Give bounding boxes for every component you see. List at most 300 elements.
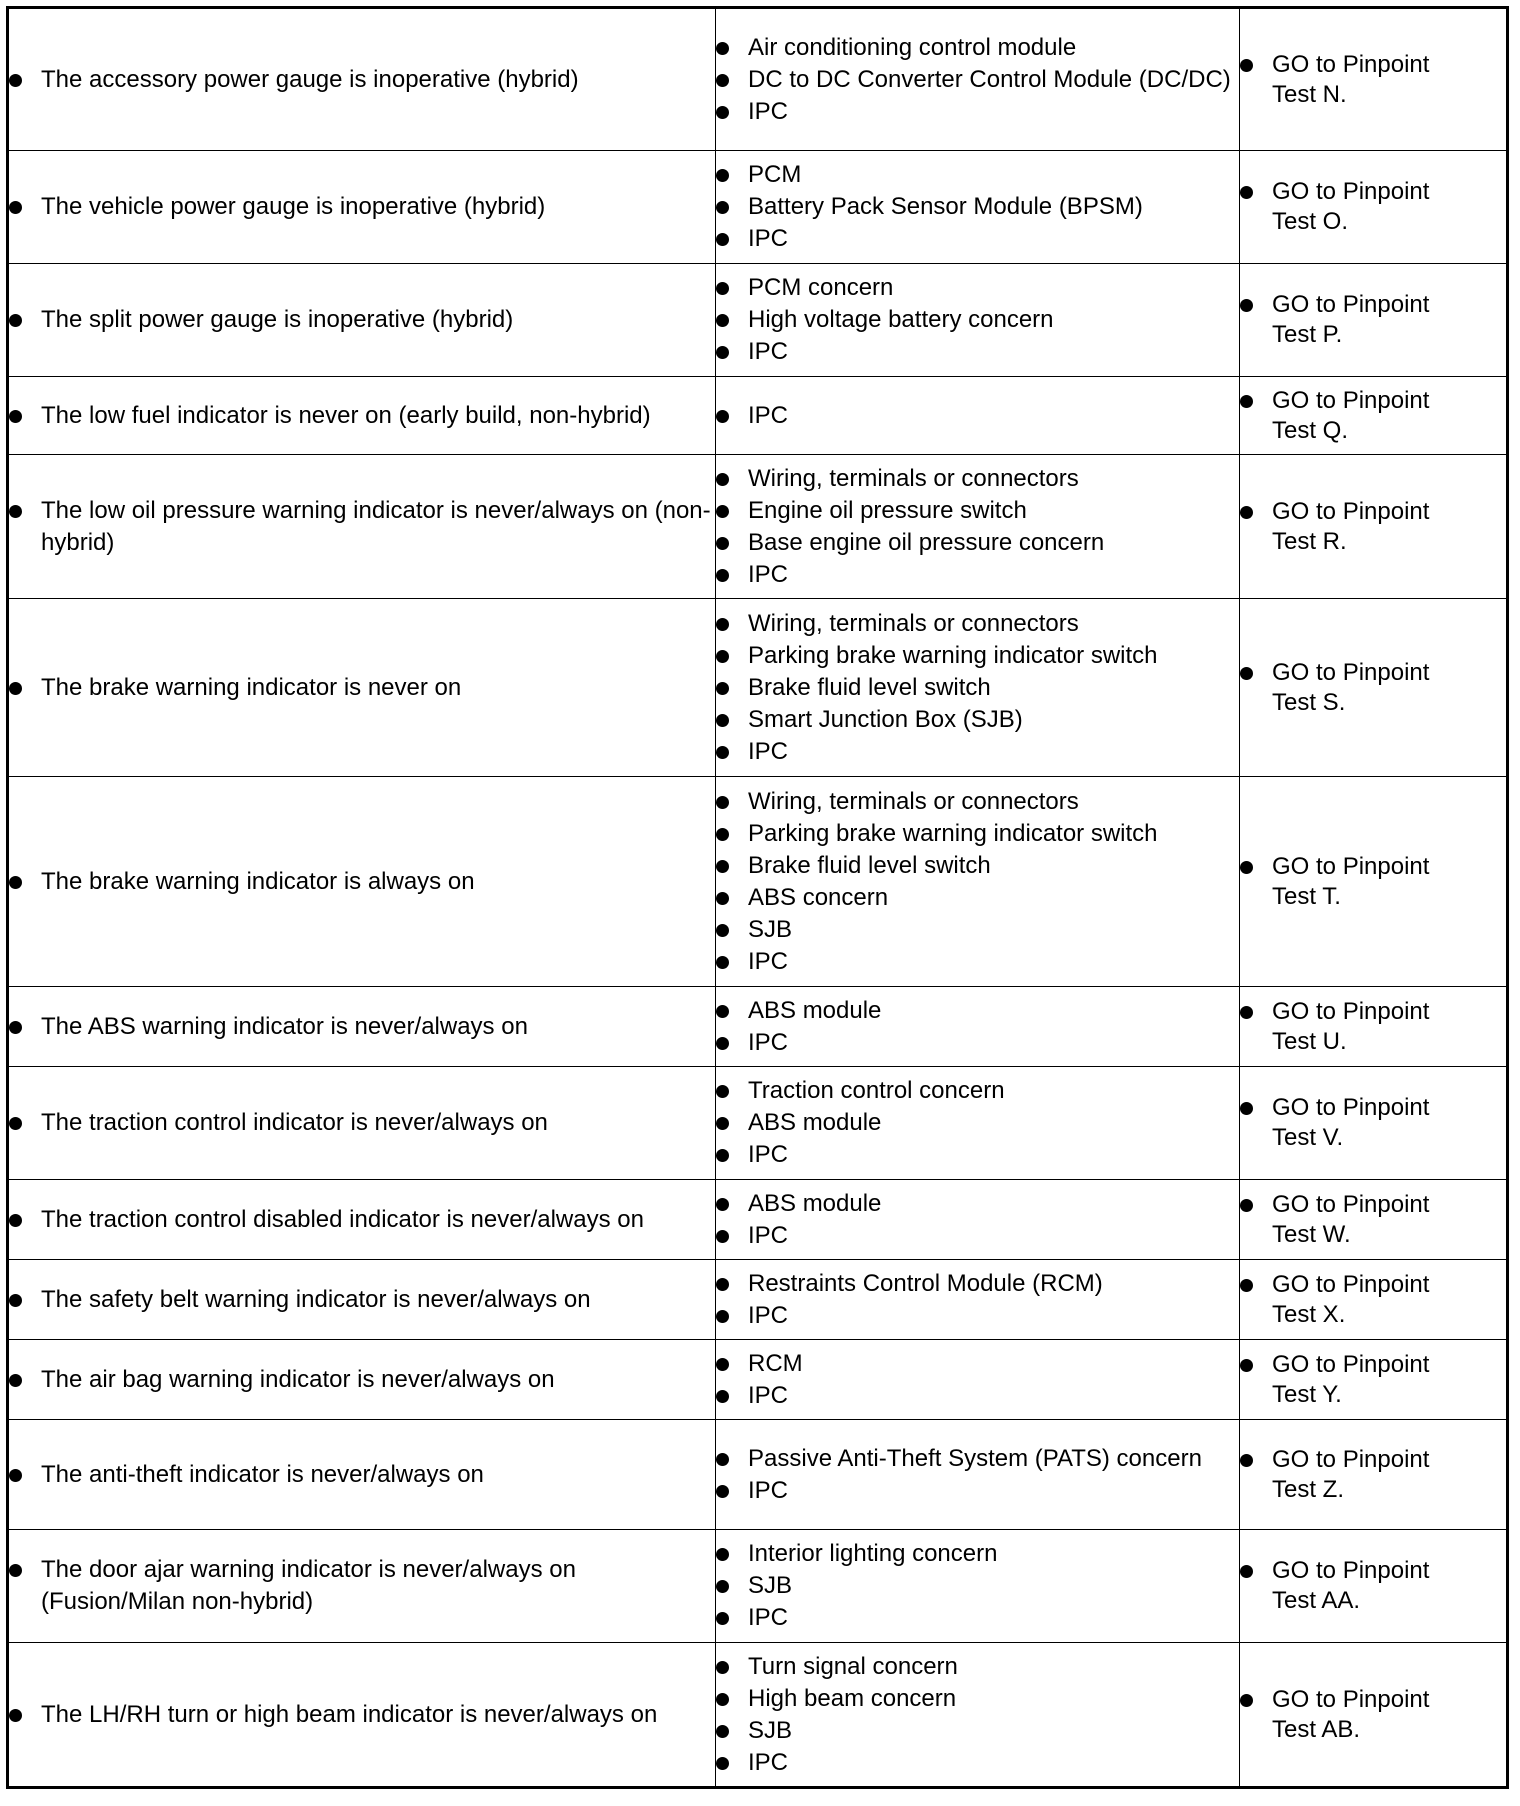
bullet-icon bbox=[9, 74, 22, 87]
action-test-ref: Test X. bbox=[1272, 1300, 1346, 1328]
possible-sources-cell bbox=[716, 987, 1240, 1067]
symptom-text: The air bag warning indicator is never/always on bbox=[41, 1365, 555, 1393]
symptom-item bbox=[9, 400, 715, 432]
list-item bbox=[716, 995, 1239, 1027]
action-text: GO to Pinpoint bbox=[1272, 291, 1430, 318]
bullet-icon bbox=[9, 1709, 22, 1722]
source-text: IPC bbox=[748, 1748, 789, 1776]
possible-sources-cell bbox=[716, 1180, 1240, 1260]
source-text: ABS module bbox=[748, 1109, 882, 1136]
list-item bbox=[716, 527, 1239, 559]
bullet-icon bbox=[9, 682, 22, 695]
bullet-icon bbox=[9, 1117, 22, 1130]
list-item bbox=[716, 736, 1239, 768]
action-item bbox=[1240, 997, 1506, 1057]
bullet-icon bbox=[716, 892, 729, 905]
list-item bbox=[716, 191, 1239, 223]
action-cell bbox=[1240, 777, 1508, 987]
possible-sources-list bbox=[716, 32, 1239, 128]
bullet-icon bbox=[1240, 1454, 1253, 1467]
bullet-icon bbox=[716, 169, 729, 182]
action-cell bbox=[1240, 1260, 1508, 1340]
action-item bbox=[1240, 1350, 1506, 1410]
symptom-text: The low oil pressure warning indicator is never/always on (non-hybrid) bbox=[41, 496, 711, 556]
bullet-icon bbox=[9, 1374, 22, 1387]
list-item bbox=[716, 1348, 1239, 1380]
bullet-icon bbox=[716, 1693, 729, 1706]
bullet-icon bbox=[1240, 506, 1253, 519]
source-text: Interior lighting concern bbox=[748, 1540, 998, 1567]
table-row bbox=[8, 1067, 1508, 1180]
possible-sources-list bbox=[716, 1651, 1239, 1779]
symptom-cell bbox=[8, 1643, 716, 1788]
list-item bbox=[716, 1300, 1239, 1332]
list-item bbox=[716, 946, 1239, 978]
list-item bbox=[716, 1475, 1239, 1507]
bullet-icon bbox=[1240, 1565, 1253, 1578]
action-item bbox=[1240, 50, 1506, 110]
possible-sources-cell bbox=[716, 8, 1240, 151]
list-item bbox=[716, 1715, 1239, 1747]
list-item bbox=[716, 704, 1239, 736]
action-text: GO to Pinpoint bbox=[1272, 497, 1430, 525]
bullet-icon bbox=[716, 1580, 729, 1593]
symptom-cell bbox=[8, 1067, 716, 1180]
possible-sources-list bbox=[716, 786, 1239, 978]
action-cell bbox=[1240, 1180, 1508, 1260]
source-text: Air conditioning control module bbox=[748, 33, 1077, 61]
bullet-icon bbox=[9, 1469, 22, 1482]
list-item bbox=[716, 304, 1239, 336]
bullet-icon bbox=[1240, 1199, 1253, 1212]
action-text: GO to Pinpoint bbox=[1272, 1557, 1430, 1584]
action-cell bbox=[1240, 1340, 1508, 1420]
action-text: GO to Pinpoint bbox=[1272, 1685, 1430, 1713]
symptom-cell bbox=[8, 1420, 716, 1530]
list-item bbox=[716, 159, 1239, 191]
action-test-ref: Test Y. bbox=[1272, 1380, 1342, 1408]
bullet-icon bbox=[9, 1021, 22, 1034]
symptom-text: The brake warning indicator is never on bbox=[41, 673, 462, 701]
symptom-text: The door ajar warning indicator is never/always on (Fusion/Milan non-hybrid) bbox=[41, 1556, 576, 1615]
symptom-cell bbox=[8, 1180, 716, 1260]
source-text: Brake fluid level switch bbox=[748, 673, 991, 701]
list-item bbox=[716, 1220, 1239, 1252]
bullet-icon bbox=[9, 314, 22, 327]
source-text: PCM concern bbox=[748, 274, 894, 301]
bullet-icon bbox=[716, 201, 729, 214]
list-item bbox=[716, 1683, 1239, 1715]
bullet-icon bbox=[716, 410, 729, 423]
bullet-icon bbox=[716, 618, 729, 631]
list-item bbox=[716, 400, 1239, 432]
bullet-icon bbox=[716, 1453, 729, 1466]
bullet-icon bbox=[9, 201, 22, 214]
symptom-item bbox=[9, 672, 715, 704]
possible-sources-list bbox=[716, 272, 1239, 368]
list-item bbox=[716, 1139, 1239, 1171]
bullet-icon bbox=[716, 1085, 729, 1098]
bullet-icon bbox=[716, 1310, 729, 1323]
source-text: Smart Junction Box (SJB) bbox=[748, 705, 1023, 733]
list-item bbox=[716, 1602, 1239, 1634]
symptom-cell bbox=[8, 8, 716, 151]
action-text: GO to Pinpoint bbox=[1272, 1445, 1430, 1473]
symptom-cell bbox=[8, 1340, 716, 1420]
action-item bbox=[1240, 1445, 1506, 1505]
possible-sources-list bbox=[716, 400, 1239, 432]
source-text: SJB bbox=[748, 1716, 793, 1744]
source-text: IPC bbox=[748, 1381, 789, 1409]
symptom-cell bbox=[8, 987, 716, 1067]
possible-sources-cell bbox=[716, 777, 1240, 987]
action-test-ref: Test Q. bbox=[1272, 416, 1349, 444]
source-text: Passive Anti-Theft System (PATS) concern bbox=[748, 1444, 1202, 1472]
action-text: GO to Pinpoint bbox=[1272, 386, 1430, 414]
action-text: GO to Pinpoint bbox=[1272, 50, 1430, 78]
table-row bbox=[8, 1340, 1508, 1420]
list-item bbox=[716, 1380, 1239, 1412]
bullet-icon bbox=[1240, 1279, 1253, 1292]
bullet-icon bbox=[716, 650, 729, 663]
action-test-ref: Test O. bbox=[1272, 208, 1349, 235]
possible-sources-list bbox=[716, 1443, 1239, 1507]
source-text: High voltage battery concern bbox=[748, 306, 1054, 333]
symptom-cell bbox=[8, 1530, 716, 1643]
action-text: GO to Pinpoint bbox=[1272, 852, 1430, 880]
bullet-icon bbox=[1240, 299, 1253, 312]
table-row bbox=[8, 1260, 1508, 1340]
symptom-text: The accessory power gauge is inoperative (hybrid) bbox=[41, 65, 579, 93]
action-test-ref: Test Z. bbox=[1272, 1475, 1345, 1503]
bullet-icon bbox=[716, 282, 729, 295]
bullet-icon bbox=[716, 828, 729, 841]
bullet-icon bbox=[1240, 1102, 1253, 1115]
list-item bbox=[716, 672, 1239, 704]
action-text: GO to Pinpoint bbox=[1272, 997, 1430, 1025]
possible-sources-cell bbox=[716, 151, 1240, 264]
list-item bbox=[716, 608, 1239, 640]
symptom-item bbox=[9, 1554, 715, 1618]
symptom-item bbox=[9, 1107, 715, 1139]
source-text: Turn signal concern bbox=[748, 1652, 958, 1680]
action-cell bbox=[1240, 1530, 1508, 1643]
list-item bbox=[716, 640, 1239, 672]
source-text: Base engine oil pressure concern bbox=[748, 528, 1105, 556]
action-cell bbox=[1240, 599, 1508, 777]
possible-sources-cell bbox=[716, 264, 1240, 377]
source-text: IPC bbox=[748, 1604, 789, 1631]
bullet-icon bbox=[716, 1612, 729, 1625]
action-cell bbox=[1240, 151, 1508, 264]
source-text: Engine oil pressure switch bbox=[748, 496, 1027, 524]
list-item bbox=[716, 96, 1239, 128]
symptom-item bbox=[9, 866, 715, 898]
source-text: ABS module bbox=[748, 996, 882, 1024]
list-item bbox=[716, 223, 1239, 255]
possible-sources-cell bbox=[716, 1260, 1240, 1340]
table-row bbox=[8, 777, 1508, 987]
list-item bbox=[716, 1651, 1239, 1683]
table-row bbox=[8, 1420, 1508, 1530]
bullet-icon bbox=[716, 569, 729, 582]
symptom-cell bbox=[8, 151, 716, 264]
list-item bbox=[716, 1027, 1239, 1059]
symptom-text: The vehicle power gauge is inoperative (hybrid) bbox=[41, 193, 546, 220]
symptom-cell bbox=[8, 377, 716, 455]
possible-sources-list bbox=[716, 1188, 1239, 1252]
source-text: IPC bbox=[748, 737, 789, 765]
action-test-ref: Test P. bbox=[1272, 321, 1343, 348]
source-text: DC to DC Converter Control Module (DC/DC) bbox=[748, 65, 1231, 93]
symptom-chart-table bbox=[6, 6, 1509, 1789]
list-item bbox=[716, 1268, 1239, 1300]
list-item bbox=[716, 1188, 1239, 1220]
bullet-icon bbox=[716, 956, 729, 969]
source-text: SJB bbox=[748, 915, 793, 943]
source-text: Parking brake warning indicator switch bbox=[748, 641, 1158, 669]
table-row bbox=[8, 8, 1508, 151]
bullet-icon bbox=[716, 860, 729, 873]
table-row bbox=[8, 599, 1508, 777]
list-item bbox=[716, 1443, 1239, 1475]
action-test-ref: Test R. bbox=[1272, 527, 1347, 555]
diagnostic-sheet bbox=[6, 6, 1506, 1789]
possible-sources-cell bbox=[716, 377, 1240, 455]
list-item bbox=[716, 32, 1239, 64]
list-item bbox=[716, 850, 1239, 882]
bullet-icon bbox=[716, 746, 729, 759]
bullet-icon bbox=[9, 876, 22, 889]
bullet-icon bbox=[1240, 1006, 1253, 1019]
action-test-ref: Test U. bbox=[1272, 1027, 1347, 1055]
source-text: IPC bbox=[748, 338, 789, 365]
bullet-icon bbox=[716, 924, 729, 937]
source-text: Brake fluid level switch bbox=[748, 851, 991, 879]
source-text: IPC bbox=[748, 1221, 789, 1249]
table-row bbox=[8, 1530, 1508, 1643]
bullet-icon bbox=[716, 682, 729, 695]
bullet-icon bbox=[9, 410, 22, 423]
symptom-text: The traction control indicator is never/always on bbox=[41, 1109, 548, 1136]
action-text: GO to Pinpoint bbox=[1272, 658, 1430, 686]
possible-sources-list bbox=[716, 1538, 1239, 1634]
possible-sources-list bbox=[716, 1075, 1239, 1171]
bullet-icon bbox=[1240, 186, 1253, 199]
symptom-cell bbox=[8, 1260, 716, 1340]
action-cell bbox=[1240, 264, 1508, 377]
symptom-item bbox=[9, 1284, 715, 1316]
possible-sources-list bbox=[716, 995, 1239, 1059]
bullet-icon bbox=[716, 1358, 729, 1371]
source-text: IPC bbox=[748, 1141, 789, 1168]
bullet-icon bbox=[716, 1661, 729, 1674]
bullet-icon bbox=[716, 1278, 729, 1291]
table-row bbox=[8, 455, 1508, 599]
symptom-text: The traction control disabled indicator is never/always on bbox=[41, 1205, 644, 1233]
possible-sources-cell bbox=[716, 455, 1240, 599]
bullet-icon bbox=[716, 1198, 729, 1211]
action-cell bbox=[1240, 987, 1508, 1067]
bullet-icon bbox=[716, 1757, 729, 1770]
bullet-icon bbox=[716, 314, 729, 327]
bullet-icon bbox=[9, 1564, 22, 1577]
source-text: ABS module bbox=[748, 1189, 882, 1217]
action-item bbox=[1240, 1270, 1506, 1330]
bullet-icon bbox=[716, 1117, 729, 1130]
action-text: GO to Pinpoint bbox=[1272, 1350, 1430, 1378]
action-item bbox=[1240, 290, 1506, 350]
symptom-text: The low fuel indicator is never on (early build, non-hybrid) bbox=[41, 401, 651, 429]
action-text: GO to Pinpoint bbox=[1272, 178, 1430, 205]
action-test-ref: Test S. bbox=[1272, 688, 1346, 716]
symptom-item bbox=[9, 1204, 715, 1236]
source-text: RCM bbox=[748, 1349, 803, 1377]
bullet-icon bbox=[716, 1725, 729, 1738]
symptom-text: The LH/RH turn or high beam indicator is never/always on bbox=[41, 1700, 658, 1728]
list-item bbox=[716, 559, 1239, 591]
symptom-cell bbox=[8, 777, 716, 987]
list-item bbox=[716, 64, 1239, 96]
symptom-item bbox=[9, 1459, 715, 1491]
action-cell bbox=[1240, 1420, 1508, 1530]
list-item bbox=[716, 786, 1239, 818]
action-cell bbox=[1240, 1643, 1508, 1788]
bullet-icon bbox=[716, 505, 729, 518]
action-cell bbox=[1240, 455, 1508, 599]
symptom-item bbox=[9, 1011, 715, 1043]
bullet-icon bbox=[716, 714, 729, 727]
action-text: GO to Pinpoint bbox=[1272, 1270, 1430, 1298]
action-item bbox=[1240, 497, 1506, 557]
source-text: IPC bbox=[748, 225, 789, 252]
list-item bbox=[716, 1570, 1239, 1602]
bullet-icon bbox=[716, 1230, 729, 1243]
table-row bbox=[8, 377, 1508, 455]
bullet-icon bbox=[1240, 861, 1253, 874]
bullet-icon bbox=[716, 473, 729, 486]
action-test-ref: Test N. bbox=[1272, 80, 1347, 108]
symptom-cell bbox=[8, 599, 716, 777]
action-item bbox=[1240, 658, 1506, 718]
possible-sources-list bbox=[716, 1348, 1239, 1412]
source-text: ABS concern bbox=[748, 883, 889, 911]
possible-sources-cell bbox=[716, 1530, 1240, 1643]
bullet-icon bbox=[716, 42, 729, 55]
source-text: IPC bbox=[748, 401, 789, 429]
source-text: IPC bbox=[748, 1476, 789, 1504]
symptom-cell bbox=[8, 455, 716, 599]
action-item bbox=[1240, 1556, 1506, 1616]
symptom-item bbox=[9, 191, 715, 223]
action-cell bbox=[1240, 8, 1508, 151]
bullet-icon bbox=[9, 505, 22, 518]
action-item bbox=[1240, 177, 1506, 237]
bullet-icon bbox=[1240, 1694, 1253, 1707]
list-item bbox=[716, 1747, 1239, 1779]
list-item bbox=[716, 336, 1239, 368]
source-text: IPC bbox=[748, 1028, 789, 1056]
source-text: High beam concern bbox=[748, 1684, 957, 1712]
symptom-chart-body bbox=[8, 8, 1508, 1788]
symptom-text: The split power gauge is inoperative (hybrid) bbox=[41, 306, 514, 333]
action-item bbox=[1240, 1685, 1506, 1745]
possible-sources-cell bbox=[716, 1643, 1240, 1788]
bullet-icon bbox=[716, 1005, 729, 1018]
symptom-item bbox=[9, 304, 715, 336]
source-text: IPC bbox=[748, 560, 789, 588]
list-item bbox=[716, 818, 1239, 850]
bullet-icon bbox=[1240, 59, 1253, 72]
possible-sources-list bbox=[716, 463, 1239, 591]
source-text: Battery Pack Sensor Module (BPSM) bbox=[748, 193, 1143, 220]
source-text: IPC bbox=[748, 1301, 789, 1329]
source-text: Wiring, terminals or connectors bbox=[748, 464, 1079, 492]
bullet-icon bbox=[716, 106, 729, 119]
action-test-ref: Test AB. bbox=[1272, 1715, 1361, 1743]
action-cell bbox=[1240, 377, 1508, 455]
bullet-icon bbox=[716, 233, 729, 246]
list-item bbox=[716, 272, 1239, 304]
list-item bbox=[716, 1107, 1239, 1139]
source-text: Restraints Control Module (RCM) bbox=[748, 1269, 1103, 1297]
action-cell bbox=[1240, 1067, 1508, 1180]
possible-sources-cell bbox=[716, 1420, 1240, 1530]
source-text: PCM bbox=[748, 161, 802, 188]
bullet-icon bbox=[716, 1485, 729, 1498]
source-text: Traction control concern bbox=[748, 1077, 1005, 1104]
bullet-icon bbox=[1240, 667, 1253, 680]
source-text: Parking brake warning indicator switch bbox=[748, 819, 1158, 847]
bullet-icon bbox=[716, 346, 729, 359]
symptom-text: The anti-theft indicator is never/always on bbox=[41, 1460, 484, 1488]
action-test-ref: Test AA. bbox=[1272, 1587, 1361, 1614]
action-text: GO to Pinpoint bbox=[1272, 1094, 1430, 1121]
bullet-icon bbox=[716, 1037, 729, 1050]
bullet-icon bbox=[716, 537, 729, 550]
action-test-ref: Test T. bbox=[1272, 882, 1341, 910]
symptom-item bbox=[9, 1699, 715, 1731]
table-row bbox=[8, 151, 1508, 264]
action-text: GO to Pinpoint bbox=[1272, 1190, 1430, 1218]
possible-sources-cell bbox=[716, 1340, 1240, 1420]
source-text: SJB bbox=[748, 1572, 793, 1599]
source-text: IPC bbox=[748, 97, 789, 125]
bullet-icon bbox=[9, 1294, 22, 1307]
bullet-icon bbox=[716, 1548, 729, 1561]
source-text: Wiring, terminals or connectors bbox=[748, 609, 1079, 637]
table-row bbox=[8, 264, 1508, 377]
possible-sources-list bbox=[716, 1268, 1239, 1332]
bullet-icon bbox=[716, 796, 729, 809]
possible-sources-list bbox=[716, 159, 1239, 255]
symptom-item bbox=[9, 64, 715, 96]
bullet-icon bbox=[716, 1390, 729, 1403]
symptom-text: The brake warning indicator is always on bbox=[41, 867, 475, 895]
action-item bbox=[1240, 1093, 1506, 1153]
bullet-icon bbox=[716, 74, 729, 87]
symptom-cell bbox=[8, 264, 716, 377]
possible-sources-list bbox=[716, 608, 1239, 768]
action-item bbox=[1240, 1190, 1506, 1250]
bullet-icon bbox=[9, 1214, 22, 1227]
action-test-ref: Test V. bbox=[1272, 1124, 1344, 1151]
symptom-text: The ABS warning indicator is never/always on bbox=[41, 1012, 528, 1040]
symptom-text: The safety belt warning indicator is never/always on bbox=[41, 1285, 591, 1313]
list-item bbox=[716, 1075, 1239, 1107]
symptom-item bbox=[9, 1364, 715, 1396]
table-row bbox=[8, 1180, 1508, 1260]
